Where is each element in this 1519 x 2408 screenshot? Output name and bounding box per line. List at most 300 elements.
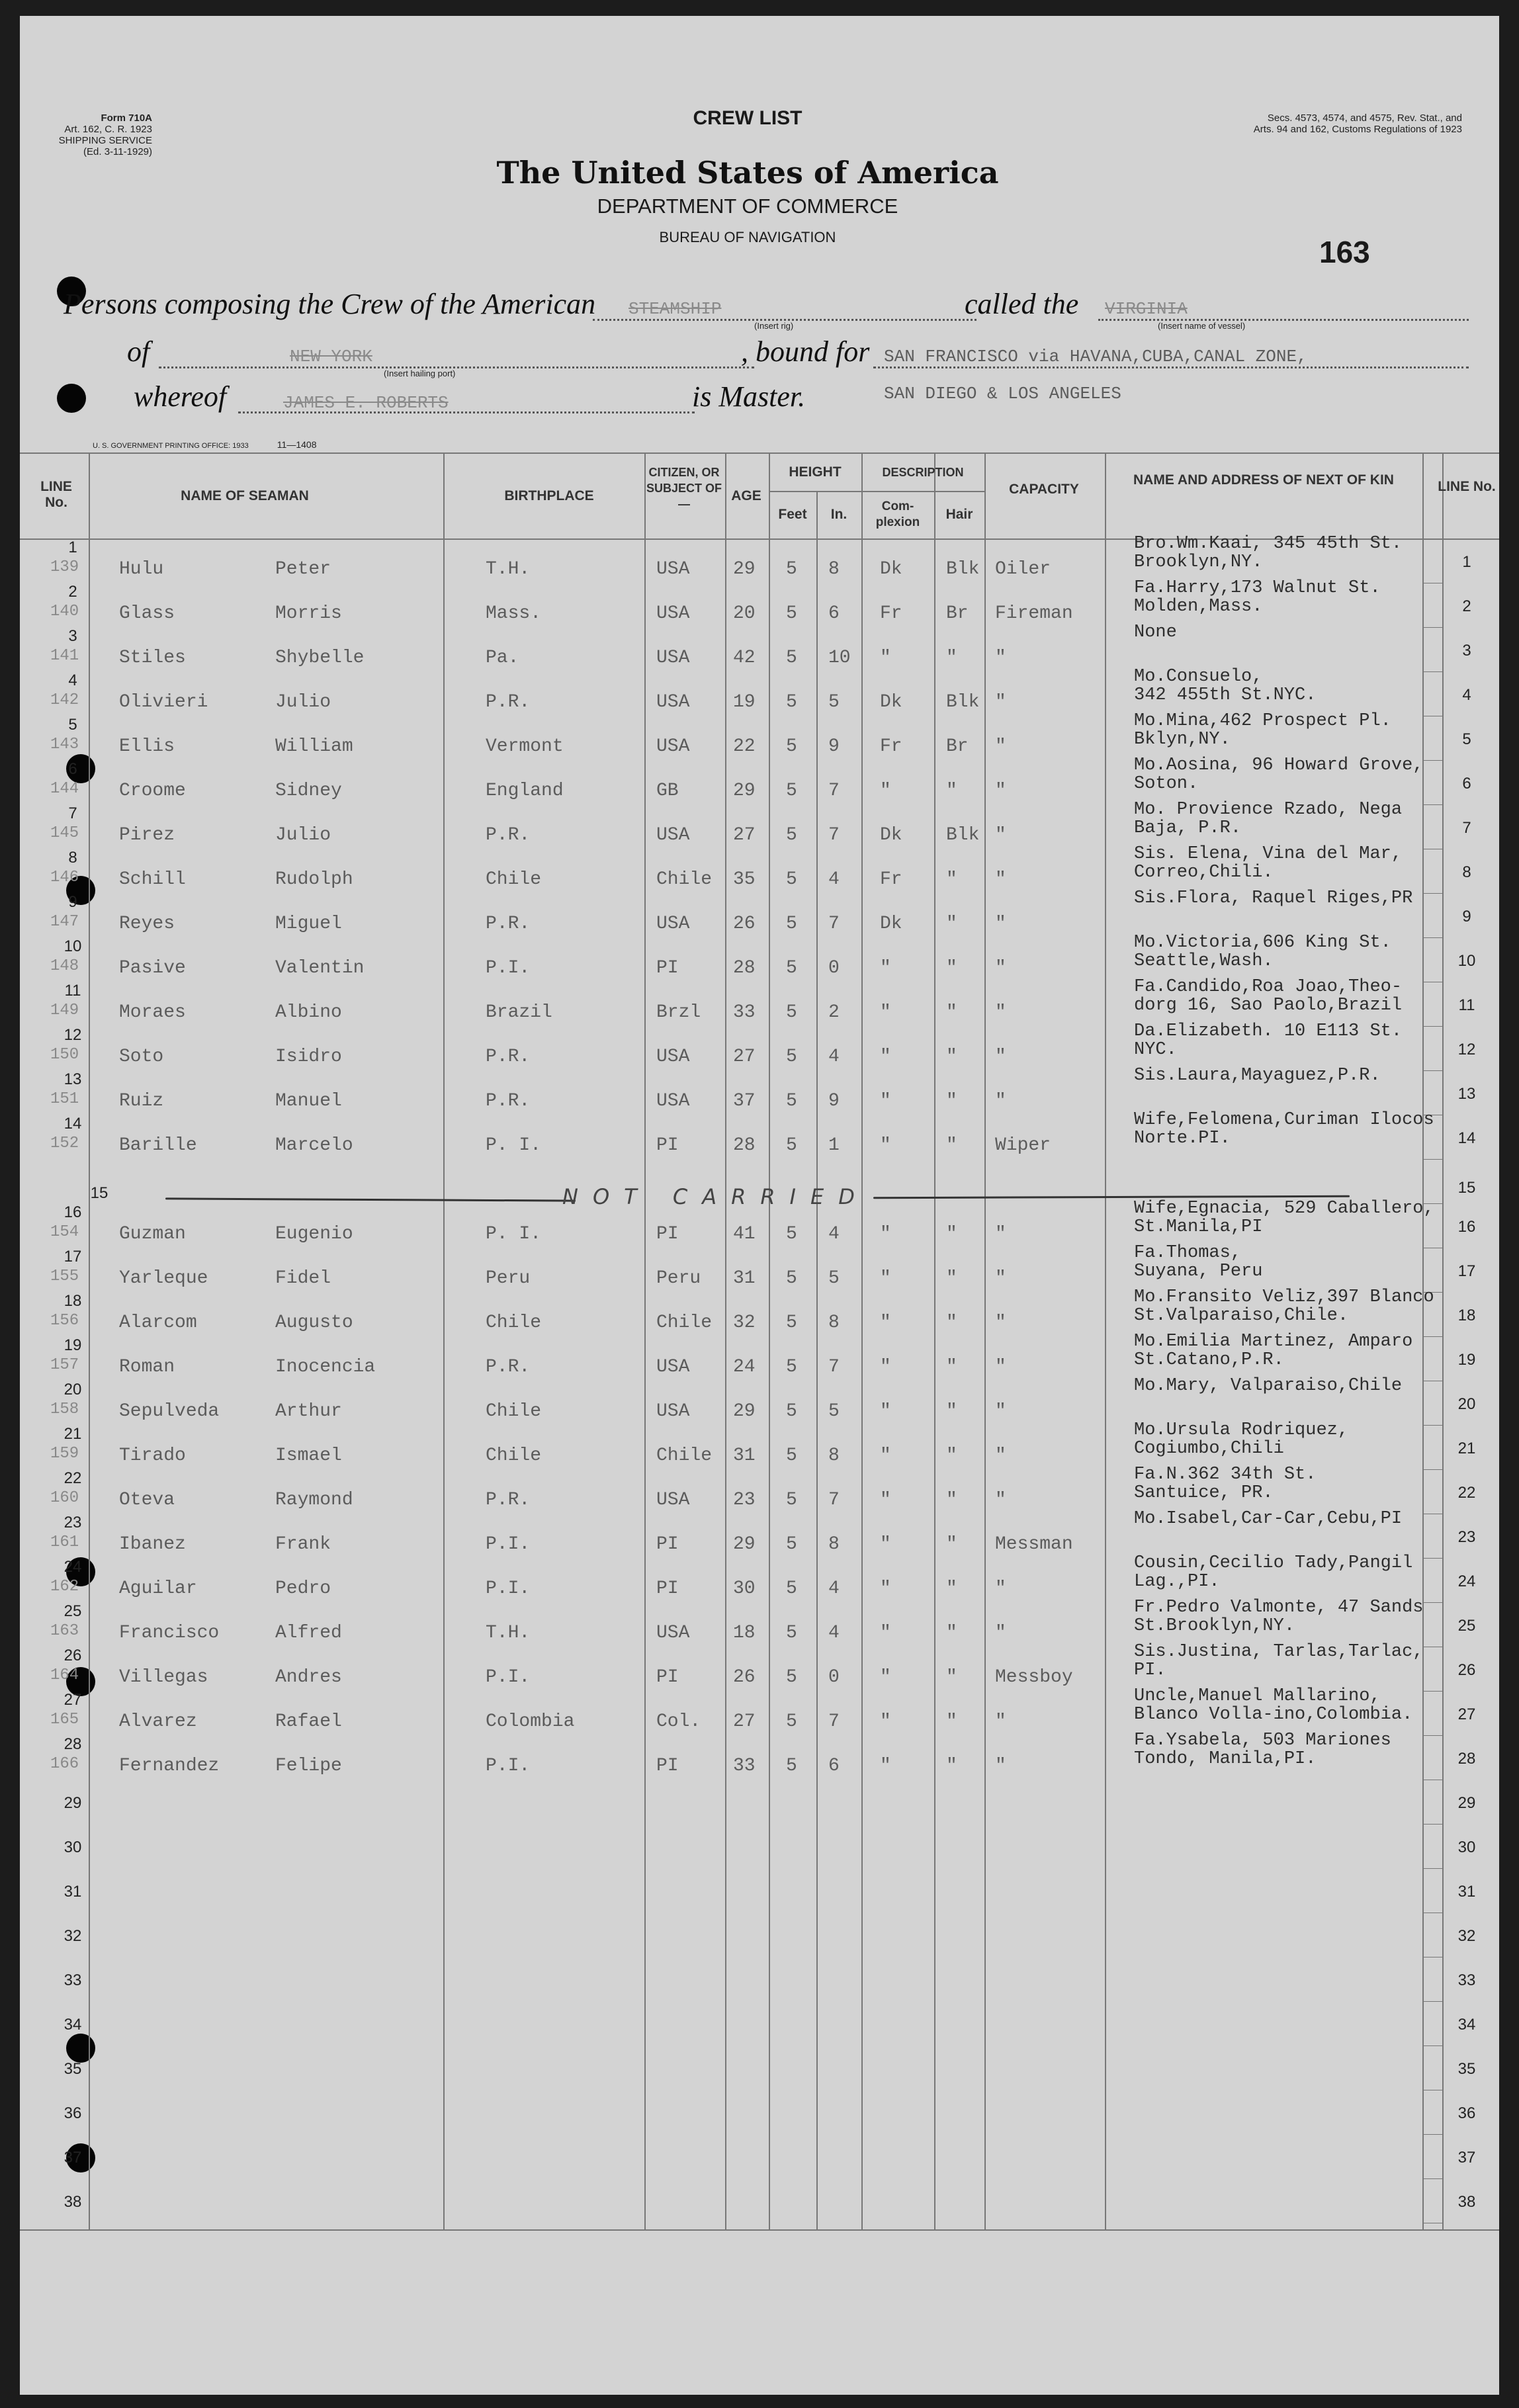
height-feet: 5	[786, 1047, 797, 1067]
kin-line-2: 342 455th St.NYC.	[1134, 685, 1317, 705]
line-number-left: 31	[64, 1883, 82, 1901]
citizenship: PI	[656, 1667, 679, 1688]
kin-line-2: St.Valparaiso,Chile.	[1134, 1306, 1349, 1326]
form-service: SHIPPING SERVICE	[58, 135, 152, 146]
hair: "	[946, 1667, 957, 1688]
complexion: Fr	[880, 603, 902, 624]
citizenship: PI	[656, 958, 679, 978]
previous-line-number: 165	[50, 1711, 79, 1729]
age: 20	[733, 603, 756, 624]
capacity: "	[995, 1268, 1006, 1289]
kin-line-2: Blanco Volla-ino,Colombia.	[1134, 1705, 1413, 1725]
form-edition: (Ed. 3-11-1929)	[83, 146, 152, 157]
line-number-left: 38	[64, 2193, 82, 2211]
height-inches: 8	[828, 1312, 840, 1333]
hair: "	[946, 1534, 957, 1555]
complexion: Dk	[880, 914, 902, 934]
seaman-last-name: Schill	[119, 869, 186, 890]
complexion: "	[880, 781, 891, 801]
citizenship: USA	[656, 736, 690, 757]
kin-line-1: Mo. Provience Rzado, Nega	[1134, 800, 1403, 820]
height-feet: 5	[786, 1490, 797, 1510]
complexion: Dk	[880, 825, 902, 845]
row-tick	[1422, 1691, 1442, 1692]
kin-line-2: NYC.	[1134, 1040, 1177, 1060]
kin-line-1: Mo.Fransito Veliz,397 Blanco	[1134, 1287, 1434, 1307]
capacity: "	[995, 1224, 1006, 1244]
seaman-first-name: Julio	[275, 825, 331, 845]
hair: "	[946, 958, 957, 978]
citizenship: PI	[656, 1534, 679, 1555]
seaman-first-name: Valentin	[275, 958, 365, 978]
seaman-first-name: Marcelo	[275, 1135, 353, 1156]
line-number-right: 18	[1457, 1307, 1476, 1324]
previous-line-number: 148	[50, 957, 79, 975]
previous-line-number: 147	[50, 913, 79, 931]
age: 42	[733, 648, 756, 668]
kin-line-2: Suyana, Peru	[1134, 1262, 1263, 1281]
kin-line-2: Tondo, Manila,PI.	[1134, 1749, 1317, 1769]
not-carried-text: NOT CARRIED	[562, 1184, 869, 1209]
previous-line-number: 164	[50, 1666, 79, 1684]
height-inches: 9	[828, 736, 840, 757]
height-inches: 8	[828, 1534, 840, 1555]
age: 31	[733, 1445, 756, 1466]
birthplace: P.R.	[486, 1091, 531, 1111]
seaman-last-name: Moraes	[119, 1002, 186, 1023]
kin-line-1: Fa.N.362 34th St.	[1134, 1465, 1317, 1484]
line-number-right: 37	[1457, 2149, 1476, 2167]
line-number-left: 8	[68, 849, 77, 867]
seaman-last-name: Oteva	[119, 1490, 175, 1510]
line-number-left: 36	[64, 2104, 82, 2122]
hair: "	[946, 1401, 957, 1422]
kin-line-1: Da.Elizabeth. 10 E113 St.	[1134, 1021, 1403, 1041]
seaman-last-name: Villegas	[119, 1667, 208, 1688]
previous-line-number: 150	[50, 1046, 79, 1064]
height-inches: 4	[828, 1623, 840, 1643]
citizenship: PI	[656, 1224, 679, 1244]
seaman-first-name: Felipe	[275, 1756, 342, 1776]
line-number-right: 35	[1457, 2060, 1476, 2078]
height-inches: 6	[828, 1756, 840, 1776]
seaman-first-name: Peter	[275, 559, 331, 580]
seaman-first-name: Sidney	[275, 781, 342, 801]
height-feet: 5	[786, 736, 797, 757]
citizenship: Brzl	[656, 1002, 701, 1023]
col-line-no-right: LINE No.	[1438, 479, 1496, 494]
row-tick	[1422, 1469, 1442, 1470]
line-number-right: 19	[1457, 1351, 1476, 1369]
height-feet: 5	[786, 1091, 797, 1111]
hair: Blk	[946, 692, 980, 712]
citizenship: USA	[656, 1091, 690, 1111]
capacity: "	[995, 914, 1006, 934]
capacity: Messboy	[995, 1667, 1073, 1688]
row-tick	[1422, 2045, 1442, 2046]
age: 27	[733, 1047, 756, 1067]
kin-line-1: Fa.Harry,173 Walnut St.	[1134, 578, 1381, 598]
previous-line-number: 154	[50, 1223, 79, 1241]
seaman-last-name: Aguilar	[119, 1578, 197, 1599]
height-feet: 5	[786, 825, 797, 845]
form-article: Art. 162, C. R. 1923	[64, 124, 152, 135]
kin-line-1: Mo.Mina,462 Prospect Pl.	[1134, 711, 1391, 731]
column-rule	[934, 452, 935, 2229]
birthplace: P.I.	[486, 1578, 531, 1599]
previous-line-number: 158	[50, 1400, 79, 1418]
seaman-last-name: Alvarez	[119, 1711, 197, 1732]
seaman-first-name: Eugenio	[275, 1224, 353, 1244]
line-number-right: 29	[1457, 1794, 1476, 1812]
row-tick	[1422, 937, 1442, 938]
seaman-last-name: Ruiz	[119, 1091, 164, 1111]
age: 27	[733, 1711, 756, 1732]
age: 33	[733, 1002, 756, 1023]
line-number-left: 20	[64, 1381, 82, 1398]
height-feet: 5	[786, 1268, 797, 1289]
capacity: "	[995, 1357, 1006, 1377]
line-number-left: 17	[64, 1248, 82, 1266]
previous-line-number: 163	[50, 1622, 79, 1640]
capacity: "	[995, 1047, 1006, 1067]
line-number-right: 5	[1462, 730, 1471, 748]
height-inches: 10	[828, 648, 851, 668]
seaman-last-name: Reyes	[119, 914, 175, 934]
previous-line-number: 166	[50, 1755, 79, 1773]
line-number-left: 22	[64, 1469, 82, 1487]
kin-line-1: None	[1134, 623, 1177, 642]
hair: "	[946, 1578, 957, 1599]
row-tick	[1422, 1425, 1442, 1426]
seaman-first-name: Fidel	[275, 1268, 331, 1289]
birthplace: Pa.	[486, 648, 519, 668]
complexion: "	[880, 1002, 891, 1023]
citizenship: USA	[656, 1490, 690, 1510]
kin-line-1: Fr.Pedro Valmonte, 47 Sands	[1134, 1598, 1424, 1617]
complexion: "	[880, 1667, 891, 1688]
citizenship: PI	[656, 1578, 679, 1599]
complexion: "	[880, 1268, 891, 1289]
height-feet: 5	[786, 648, 797, 668]
previous-line-number: 155	[50, 1268, 79, 1285]
col-capacity: CAPACITY	[1009, 482, 1079, 497]
citizenship: Chile	[656, 869, 713, 890]
line-number-left: 10	[64, 937, 82, 955]
line-number-left: 29	[64, 1794, 82, 1812]
line-number-left: 2	[68, 583, 77, 601]
height-feet: 5	[786, 1711, 797, 1732]
seaman-last-name: Pirez	[119, 825, 175, 845]
row-tick	[1422, 2001, 1442, 2002]
height-feet: 5	[786, 1578, 797, 1599]
column-rule	[1442, 452, 1444, 2229]
citizenship: Peru	[656, 1268, 701, 1289]
col-complexion: Com- plexion	[875, 499, 920, 529]
previous-line-number: 152	[50, 1135, 79, 1152]
bureau-title: BUREAU OF NAVIGATION	[659, 229, 836, 245]
height-inches: 5	[828, 1268, 840, 1289]
column-rule	[984, 452, 986, 2229]
kin-line-1: Mo.Consuelo,	[1134, 667, 1263, 687]
col-kin: NAME AND ADDRESS OF NEXT OF KIN	[1133, 472, 1394, 488]
line-number-left: 9	[68, 893, 77, 911]
line-number-left: 16	[64, 1203, 82, 1221]
birthplace: Vermont	[486, 736, 564, 757]
line-number-right: 20	[1457, 1395, 1476, 1413]
seaman-first-name: Arthur	[275, 1401, 342, 1422]
kin-line-1: Bro.Wm.Kaai, 345 45th St.	[1134, 534, 1403, 554]
bound-label: , bound for	[741, 335, 870, 368]
birthplace: P.R.	[486, 1047, 531, 1067]
age: 28	[733, 1135, 756, 1156]
citizenship: USA	[656, 1623, 690, 1643]
kin-line-2: Santuice, PR.	[1134, 1483, 1274, 1503]
line-number-right: 23	[1457, 1528, 1476, 1546]
col-age: AGE	[731, 488, 761, 503]
line-number-right: 24	[1457, 1572, 1476, 1590]
hair: "	[946, 781, 957, 801]
birthplace: P.I.	[486, 1667, 531, 1688]
line-number-right: 30	[1457, 1838, 1476, 1856]
seaman-first-name: Pedro	[275, 1578, 331, 1599]
height-feet: 5	[786, 559, 797, 580]
birthplace: Chile	[486, 1445, 542, 1466]
height-inches: 4	[828, 1578, 840, 1599]
kin-line-1: Sis.Justina, Tarlas,Tarlac,	[1134, 1642, 1424, 1662]
complexion: Dk	[880, 692, 902, 712]
line-number-left: 18	[64, 1292, 82, 1310]
line-number-right: 9	[1462, 908, 1471, 925]
line-number-left: 30	[64, 1838, 82, 1856]
height-inches: 1	[828, 1135, 840, 1156]
complexion: "	[880, 1401, 891, 1422]
kin-line-2: Bklyn,NY.	[1134, 730, 1231, 750]
persons-label: Persons composing the Crew of the American	[64, 288, 596, 320]
seaman-last-name: Hulu	[119, 559, 164, 580]
age: 18	[733, 1623, 756, 1643]
line-number-left: 11	[64, 982, 81, 1000]
line-number-left: 27	[64, 1691, 82, 1709]
birthplace: Peru	[486, 1268, 531, 1289]
previous-line-number: 162	[50, 1578, 79, 1596]
height-inches: 7	[828, 781, 840, 801]
height-feet: 5	[786, 958, 797, 978]
citizenship: USA	[656, 1401, 690, 1422]
previous-line-number: 144	[50, 780, 79, 798]
hair: "	[946, 1357, 957, 1377]
complexion: "	[880, 1312, 891, 1333]
seaman-first-name: Morris	[275, 603, 342, 624]
height-inches: 6	[828, 603, 840, 624]
citizenship: USA	[656, 559, 690, 580]
column-rule	[1105, 452, 1106, 2229]
line-number-left: 25	[64, 1602, 82, 1620]
previous-line-number: 151	[50, 1090, 79, 1108]
kin-line-1: Sis.Laura,Mayaguez,P.R.	[1134, 1066, 1381, 1086]
port-hint: (Insert hailing port)	[384, 368, 456, 378]
kin-line-1: Wife,Egnacia, 529 Caballero,	[1134, 1199, 1434, 1219]
capacity: "	[995, 1401, 1006, 1422]
line-number-right: 33	[1457, 1971, 1476, 1989]
col-feet: Feet	[778, 507, 807, 522]
height-feet: 5	[786, 1445, 797, 1466]
age: 22	[733, 736, 756, 757]
height-feet: 5	[786, 1135, 797, 1156]
hair: "	[946, 869, 957, 890]
complexion: "	[880, 1047, 891, 1067]
seaman-first-name: Alfred	[275, 1623, 342, 1643]
kin-line-1: Cousin,Cecilio Tady,Pangil	[1134, 1553, 1413, 1573]
kin-line-2: Molden,Mass.	[1134, 597, 1263, 617]
birthplace: P.I.	[486, 958, 531, 978]
height-feet: 5	[786, 1623, 797, 1643]
line-number-right: 28	[1457, 1750, 1476, 1768]
hair: "	[946, 1445, 957, 1466]
capacity: "	[995, 692, 1006, 712]
row-tick	[1422, 1070, 1442, 1071]
height-inches: 7	[828, 825, 840, 845]
citizenship: USA	[656, 1357, 690, 1377]
birthplace: P.R.	[486, 1490, 531, 1510]
citizenship: USA	[656, 914, 690, 934]
rig-hint: (Insert rig)	[754, 321, 794, 331]
line-number-right: 15	[1457, 1179, 1476, 1197]
col-citizen: CITIZEN, OR SUBJECT OF—	[646, 466, 722, 511]
previous-line-number: 141	[50, 647, 79, 665]
row-tick	[1422, 2178, 1442, 2179]
seaman-first-name: Manuel	[275, 1091, 342, 1111]
kin-line-1: Mo.Mary, Valparaiso,Chile	[1134, 1376, 1403, 1396]
hair: "	[946, 1490, 957, 1510]
previous-line-number: 159	[50, 1445, 79, 1463]
line-number-left: 1	[68, 538, 77, 556]
kin-line-2: Soton.	[1134, 774, 1199, 794]
line-number-right: 22	[1457, 1484, 1476, 1502]
capacity: "	[995, 1002, 1006, 1023]
column-rule	[1422, 452, 1424, 2229]
col-name: NAME OF SEAMAN	[181, 488, 309, 503]
birthplace: Chile	[486, 869, 542, 890]
line-number-left: 23	[64, 1514, 82, 1531]
height-inches: 0	[828, 1667, 840, 1688]
kin-line-2: Norte.PI.	[1134, 1129, 1231, 1148]
complexion: Dk	[880, 559, 902, 580]
citizenship: Chile	[656, 1445, 713, 1466]
line-number-right: 17	[1457, 1262, 1476, 1280]
kin-line-2: dorg 16, Sao Paolo,Brazil	[1134, 996, 1403, 1015]
seaman-last-name: Francisco	[119, 1623, 220, 1643]
citizenship: Col.	[656, 1711, 701, 1732]
hair: "	[946, 1091, 957, 1111]
seaman-first-name: Julio	[275, 692, 331, 712]
line-number-left: 24	[64, 1558, 82, 1576]
citizenship: USA	[656, 603, 690, 624]
complexion: Fr	[880, 869, 902, 890]
row-tick	[1422, 1868, 1442, 1869]
capacity: "	[995, 1578, 1006, 1599]
citizenship: USA	[656, 825, 690, 845]
height-inches: 7	[828, 1490, 840, 1510]
kin-line-1: Mo.Victoria,606 King St.	[1134, 933, 1391, 953]
row-tick	[1422, 2134, 1442, 2135]
height-inches: 7	[828, 1357, 840, 1377]
hair: "	[946, 1135, 957, 1156]
column-rule	[725, 452, 726, 2229]
height-feet: 5	[786, 692, 797, 712]
kin-line-2: Cogiumbo,Chili	[1134, 1439, 1284, 1459]
height-inches: 0	[828, 958, 840, 978]
vessel-value: VIRGINIA	[1105, 299, 1188, 319]
line-number-left: 6	[68, 760, 77, 778]
hair: "	[946, 1711, 957, 1732]
height-feet: 5	[786, 1357, 797, 1377]
hair: "	[946, 1224, 957, 1244]
birthplace: Chile	[486, 1401, 542, 1422]
complexion: Fr	[880, 736, 902, 757]
capacity: "	[995, 1711, 1006, 1732]
kin-line-2: Lag.,PI.	[1134, 1572, 1220, 1592]
line-number-left: 33	[64, 1971, 82, 1989]
seaman-last-name: Pasive	[119, 958, 186, 978]
kin-line-2: Correo,Chili.	[1134, 863, 1274, 882]
column-rule	[769, 452, 770, 2229]
row-tick	[1422, 1558, 1442, 1559]
citizenship: PI	[656, 1756, 679, 1776]
seaman-first-name: William	[275, 736, 353, 757]
age: 28	[733, 958, 756, 978]
birthplace: P. I.	[486, 1224, 542, 1244]
previous-line-number: 145	[50, 824, 79, 842]
master-label: is Master.	[692, 380, 806, 413]
capacity: "	[995, 825, 1006, 845]
complexion: "	[880, 1357, 891, 1377]
line-number-left: 19	[64, 1336, 82, 1354]
age: 30	[733, 1578, 756, 1599]
statute-arts: Arts. 94 and 162, Customs Regulations of 1923	[1253, 124, 1462, 135]
capacity: "	[995, 1756, 1006, 1776]
seaman-first-name: Inocencia	[275, 1357, 376, 1377]
citizenship: USA	[656, 692, 690, 712]
rig-value: STEAMSHIP	[629, 299, 722, 319]
usa-title: The United States of America	[496, 155, 999, 191]
kin-line-1: Sis. Elena, Vina del Mar,	[1134, 844, 1403, 864]
height-inches: 4	[828, 1047, 840, 1067]
capacity: "	[995, 781, 1006, 801]
of-label: of	[127, 335, 150, 368]
height-inches: 7	[828, 1711, 840, 1732]
called-label: called the	[965, 288, 1079, 320]
line-number-right: 32	[1457, 1927, 1476, 1945]
row-tick	[1422, 671, 1442, 672]
height-inches: 8	[828, 559, 840, 580]
birthplace: England	[486, 781, 564, 801]
bound-value: SAN FRANCISCO via HAVANA,CUBA,CANAL ZONE,	[884, 347, 1307, 366]
whereof-label: whereof	[134, 380, 227, 413]
line-number-right: 4	[1462, 686, 1471, 704]
capacity: "	[995, 869, 1006, 890]
age: 26	[733, 914, 756, 934]
complexion: "	[880, 1490, 891, 1510]
complexion: "	[880, 1224, 891, 1244]
previous-line-number: 161	[50, 1533, 79, 1551]
row-tick	[1422, 1602, 1442, 1603]
seaman-first-name: Rafael	[275, 1711, 342, 1732]
seaman-last-name: Yarleque	[119, 1268, 208, 1289]
kin-line-2: Brooklyn,NY.	[1134, 552, 1263, 572]
line-number-left: 4	[68, 671, 77, 689]
hair: "	[946, 914, 957, 934]
